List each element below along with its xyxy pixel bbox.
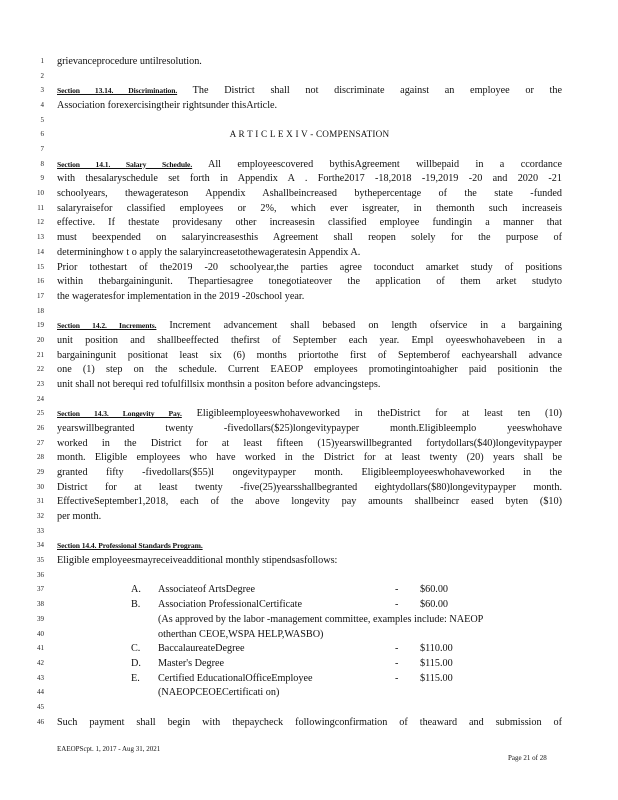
- text-line: [57, 128, 562, 141]
- line-number: 34: [37, 541, 44, 550]
- section-heading: Section 14.1. Salary Schedule.: [57, 159, 193, 169]
- stipend-name: BaccalaureateDegree: [158, 643, 245, 655]
- text-line: [57, 539, 562, 552]
- text-line: [57, 349, 562, 362]
- line-number: 37: [37, 585, 44, 594]
- line-number: 43: [37, 673, 44, 682]
- text-line: [57, 187, 562, 200]
- line-number: 20: [37, 335, 44, 344]
- text-line: [57, 451, 562, 464]
- body-text: bargainingunit positionat least six (6) months priortothe first of Septemberof eachyearshall advance: [57, 349, 562, 361]
- line-number: 32: [37, 512, 44, 521]
- text-line: [57, 437, 562, 450]
- stipend-name: Associateof ArtsDegree: [158, 584, 256, 596]
- stipend-name: otherthan CEOE,WSPA HELP,WASBO): [158, 628, 324, 640]
- line-number: 4: [40, 101, 44, 110]
- body-text: must beexpended on salaryincreasesthis Agreement shall reopen solely for the purpose of: [57, 232, 562, 244]
- stipend-amount: $115.00: [420, 672, 453, 684]
- line-number: 36: [37, 570, 44, 579]
- body-text: Eligibleemployeeswhohaveworked in theDistrict for at least ten (10): [181, 408, 562, 420]
- text-line: [57, 275, 562, 288]
- line-number: 38: [37, 600, 44, 609]
- line-number: 15: [37, 262, 44, 271]
- stipend-dash: -: [395, 657, 399, 669]
- stipend-dash: -: [395, 584, 399, 596]
- line-number: 41: [37, 644, 44, 653]
- stipend-amount: $60.00: [420, 599, 449, 611]
- line-number: 22: [37, 365, 44, 374]
- line-number: 12: [37, 218, 44, 227]
- text-line: [57, 495, 562, 508]
- text-line: [57, 202, 562, 215]
- line-number: 24: [37, 394, 44, 403]
- body-text: unit shall not berequi red tofulfillsix monthsin a positon before advancingsteps.: [57, 378, 381, 390]
- text-line: [57, 319, 562, 332]
- line-number: 44: [37, 688, 44, 697]
- stipend-name: (As approved by the labor -management committee, examples include: NAEOP: [158, 613, 484, 625]
- section-heading: Section 13.14. Discrimination.: [57, 86, 178, 96]
- stipend-letter: D.: [131, 657, 141, 669]
- body-text: granted fifty -fivedollars($55)l ongevitypayper month. Eligibleemployeeswhohaveworked in the: [57, 467, 562, 479]
- stipend-dash: -: [395, 599, 399, 611]
- body-text: Such payment shall begin with thepaycheck followingconfirmation of theaward and submission of: [57, 716, 562, 728]
- text-line: [57, 216, 562, 229]
- text-line: [57, 334, 562, 347]
- text-line: [57, 422, 562, 435]
- line-number: 19: [37, 321, 44, 330]
- line-number: 14: [37, 247, 44, 256]
- stipend-letter: A.: [131, 584, 141, 596]
- text-line: [57, 231, 562, 244]
- text-line: [57, 290, 562, 303]
- text-line: [57, 716, 562, 729]
- body-text: District for at least twenty -five(25)yearsshallbegranted eightydollars($80)longevitypayper month.: [57, 481, 562, 493]
- stipend-name: Certified EducationalOfficeEmployee: [158, 672, 313, 684]
- line-number: 18: [37, 306, 44, 315]
- body-text: within thebargainingunit. Thepartiesagree tonegotiateover the application of them arket studyto: [57, 276, 562, 288]
- line-number: 42: [37, 658, 44, 667]
- line-number: 35: [37, 556, 44, 565]
- stipend-amount: $115.00: [420, 657, 453, 669]
- text-line: [57, 99, 562, 112]
- line-number: 40: [37, 629, 44, 638]
- line-number: 23: [37, 379, 44, 388]
- body-text: one (1) step on the schedule. Current EAEOP employees promotingintoahigher paid positionin the: [57, 364, 562, 376]
- stipend-letter: C.: [131, 643, 141, 655]
- section-heading: Section 14.4. Professional Standards Program.: [57, 541, 203, 551]
- text-line: [57, 407, 562, 420]
- line-number: 45: [37, 702, 44, 711]
- stipend-name: Master's Degree: [158, 657, 225, 669]
- line-number: 7: [40, 145, 44, 154]
- text-line: [57, 246, 562, 259]
- body-text: Eligible employeesmayreceiveadditional monthly stipendsasfollows:: [57, 555, 338, 567]
- footer-page-number: Page 21 of 28: [508, 754, 547, 762]
- text-line: [57, 378, 562, 391]
- body-text: Association forexercisingtheir rightsunder thisArticle.: [57, 100, 278, 112]
- article-title-subject: COMPENSATION: [315, 129, 390, 140]
- line-number: 9: [40, 174, 44, 183]
- text-line: [57, 172, 562, 185]
- line-number: 10: [37, 189, 44, 198]
- body-text: unit position and shallbeeffected thefirst of September each year. Empl oyeeswhohavebeen in a: [57, 334, 562, 346]
- line-number: 28: [37, 453, 44, 462]
- stipend-amount: $110.00: [420, 643, 453, 655]
- body-text: yearswillbegranted twenty -fivedollars($25)longevitypayper month.Eligibleemplo yeeswhohave: [57, 423, 562, 434]
- line-number: 6: [40, 130, 44, 139]
- stipend-name: Association ProfessionalCertificate: [158, 599, 303, 611]
- body-text: The District shall not discriminate against an employee or the: [177, 85, 562, 97]
- text-line: [57, 84, 562, 97]
- line-number: 26: [37, 424, 44, 432]
- stipend-letter: E.: [131, 672, 140, 684]
- body-text: All employeescovered bythisAgreement willbepaid in a ccordance: [192, 158, 562, 170]
- body-text: EffectiveSeptember1,2018, each of the above longevity pay amounts shallbeincr eased byten ($10): [57, 496, 562, 508]
- article-title: A R T I C L E X I V -: [229, 129, 316, 140]
- footer-left: EAEOPScpt. 1, 2017 - Aug 31, 2021: [57, 745, 161, 753]
- text-line: [57, 158, 562, 171]
- text-line: [57, 510, 562, 523]
- line-number: 3: [40, 86, 44, 95]
- body-text: the wageratesfor implementation in the 2019 -20school year.: [57, 290, 305, 302]
- stipend-amount: $60.00: [420, 584, 449, 596]
- stipend-name: (NAEOPCEOECertificati on): [158, 687, 280, 699]
- section-heading: Section 14.2. Increments.: [57, 321, 157, 331]
- line-number: 11: [37, 203, 44, 212]
- body-text: determininghow t o apply the salaryincreasetothewageratesin Appendix A.: [57, 246, 361, 258]
- body-text: per month.: [57, 511, 102, 523]
- body-text: salaryraisefor classified employees or 2%, which ever isgreater, in themonth such increaseis: [57, 202, 562, 214]
- text-line: [57, 363, 562, 376]
- line-number: 33: [37, 526, 44, 535]
- line-number: 29: [37, 468, 44, 477]
- text-line: [57, 466, 562, 479]
- text-line: [57, 55, 562, 68]
- body-text: worked in the District for at least fifteen (15)yearswillbegranted fortydollars($40)longevitypayper: [57, 437, 562, 449]
- line-number: 27: [37, 438, 44, 447]
- stipend-dash: -: [395, 672, 399, 684]
- stipend-letter: B.: [131, 599, 141, 611]
- line-number: 16: [37, 277, 44, 286]
- text-line: [57, 481, 562, 494]
- line-number: 30: [37, 482, 44, 491]
- line-number: 1: [40, 57, 44, 65]
- body-text: Prior tothestart of the2019 -20 schoolyear,the parties agree toconduct amarket study of positions: [57, 261, 562, 273]
- body-text: Increment advancement shall bebased on length ofservice in a bargaining: [156, 320, 562, 332]
- text-line: [57, 261, 562, 274]
- section-heading: Section 14.3. Longevity Pay.: [57, 409, 182, 419]
- text-line: [57, 554, 562, 567]
- line-number: 25: [37, 409, 44, 418]
- line-number: 8: [40, 159, 44, 168]
- line-number: 46: [37, 717, 44, 726]
- line-number: 17: [37, 291, 44, 300]
- line-number: 31: [37, 497, 44, 506]
- body-text: month. Eligible employees who have worked in the District for at least twenty (20) years shall be: [57, 452, 562, 464]
- body-text: with thesalaryschedule set forth in Appendix A . Forthe2017 -18,2018 -19,2019 -20 and 2020 -21: [57, 173, 562, 185]
- body-text: grievanceprocedure untilresolution.: [57, 56, 202, 67]
- line-number: 2: [40, 71, 44, 80]
- body-text: schoolyears, thewagerateson Appendix Ashallbeincreased bythepercentage of the state -funded: [57, 188, 562, 200]
- stipend-dash: -: [395, 643, 399, 655]
- line-number: 39: [37, 614, 44, 623]
- line-number: 21: [37, 350, 44, 359]
- body-text: effective. If thestate providesany other increasesin classified employee fundingin a manner that: [57, 217, 562, 229]
- line-number: 13: [37, 233, 44, 242]
- line-number: 5: [40, 115, 44, 124]
